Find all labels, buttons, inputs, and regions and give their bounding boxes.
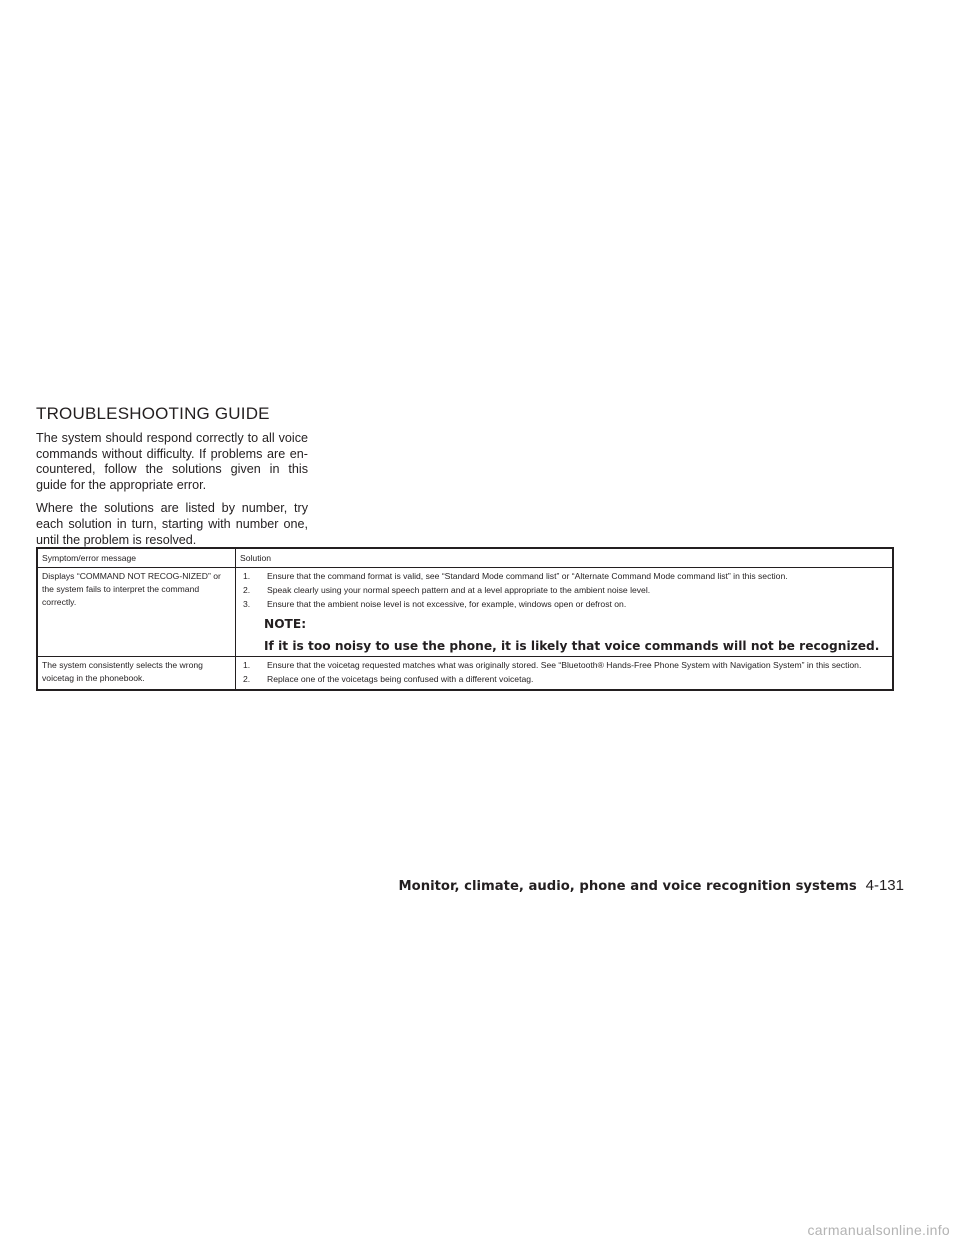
header-solution: Solution	[236, 548, 894, 568]
table-row	[37, 657, 893, 691]
step-text: Ensure that the voicetag requested matches what was originally stored. See “Bluetooth® Hands-Free Phone System with Navigation System” in this section.	[267, 660, 862, 670]
solution-step	[240, 673, 887, 686]
footer-section-name: Monitor, climate, audio, phone and voice recognition systems	[398, 879, 857, 894]
solution-step	[240, 570, 887, 583]
troubleshooting-table	[36, 547, 894, 691]
note-label: NOTE:	[264, 617, 307, 631]
step-number: 3.	[243, 599, 251, 609]
intro-paragraph-2: Where the solutions are listed by number, try each solution in turn, starting with number one, until the problem is resolved.	[36, 501, 308, 547]
solution-step	[240, 659, 887, 672]
symptom-cell	[37, 657, 236, 691]
step-text: Ensure that the command format is valid, see “Standard Mode command list” or “Alternate Command Mode command list” in this section.	[267, 571, 788, 581]
symptom-text: The system consistently selects the wrong voicetag in the phonebook.	[42, 660, 203, 683]
symptom-text: Displays “COMMAND NOT RECOG-NIZED” or the system fails to interpret the command correctly.	[42, 571, 221, 607]
table-header-row	[37, 548, 893, 568]
symptom-cell	[37, 568, 236, 657]
step-number: 1.	[243, 660, 251, 670]
section-title: TROUBLESHOOTING GUIDE	[36, 404, 270, 423]
step-text: Replace one of the voicetags being confused with a different voicetag.	[267, 674, 534, 684]
step-text: Ensure that the ambient noise level is not excessive, for example, windows open or defrost on.	[267, 599, 627, 609]
solution-step	[240, 584, 887, 597]
header-symptom: Symptom/error message	[37, 548, 236, 568]
table-row	[37, 568, 893, 657]
step-number: 2.	[243, 585, 251, 595]
note-block	[240, 612, 887, 654]
step-text: Speak clearly using your normal speech pattern and at a level appropriate to the ambient noise level.	[267, 585, 651, 595]
intro-text	[36, 431, 308, 556]
page-number: 4-131	[865, 877, 904, 894]
solution-cell	[236, 657, 894, 691]
solution-step	[240, 598, 887, 611]
step-number: 2.	[243, 674, 251, 684]
watermark: carmanualsonline.info	[807, 1222, 950, 1238]
page-footer	[399, 877, 904, 894]
intro-paragraph-1: The system should respond correctly to all voice commands without difficulty. If problems are en-countered, follow the solutions given in this guide for the appropriate error.	[36, 431, 308, 492]
solution-steps	[240, 659, 887, 686]
solution-cell	[236, 568, 894, 657]
step-number: 1.	[243, 571, 251, 581]
solution-steps	[240, 570, 887, 611]
note-text: If it is too noisy to use the phone, it is likely that voice commands will not be recognized.	[264, 639, 880, 653]
